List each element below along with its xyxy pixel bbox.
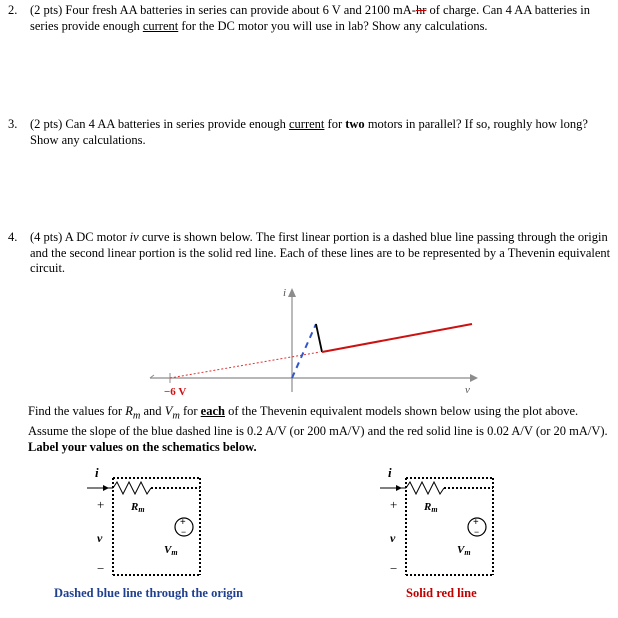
question-2 [8, 3, 614, 34]
question-text: (2 pts) Four fresh AA batteries in series can provide about 6 V and 2100 mA-hr of charge. Can 4 AA batteries in series provide enough current for the DC motor you will use in lab? Show any calculations. [30, 3, 590, 33]
resistor-label: Rm [131, 501, 145, 514]
svg-text:+: + [473, 517, 479, 528]
svg-text:−: − [474, 527, 480, 537]
x-axis-label: v [465, 384, 470, 396]
find-instructions: Find the values for $R_m$ and $V_m$ for each of the Thevenin equivalent models shown below using the plot above. Assume the slope of the blue dashed line is 0.2 A/V (or 200 mA/V) and the red solid line is 0.02 A/V (or 20 mA/V). Label your values on the schematics below. [28, 404, 608, 454]
caption-solid-red: Solid red line [406, 586, 477, 600]
current-label: i [95, 465, 99, 480]
black-transition-line [316, 324, 322, 352]
svg-text:+: + [180, 517, 186, 528]
iv-curve-plot [140, 280, 485, 400]
struck-hr: hr [415, 3, 427, 17]
bold-each: each [200, 404, 225, 418]
red-solid-line [322, 324, 472, 352]
question-number: 2. [8, 3, 18, 17]
svg-text:+: + [390, 497, 398, 512]
svg-text:−: − [390, 561, 398, 576]
underlined-current: current [289, 117, 325, 131]
question-text: (2 pts) Can 4 AA batteries in series provide enough current for two motors in parallel? If so, roughly how long? Show any calculations. [30, 117, 588, 147]
svg-text:−: − [181, 527, 187, 537]
resistor-zigzag [406, 482, 444, 494]
y-axis-label: i [283, 287, 287, 299]
source-label: Vm [164, 544, 178, 557]
y-axis-arrow [288, 288, 296, 297]
question-number: 4. [8, 230, 18, 244]
question-number: 3. [8, 117, 18, 131]
source-label: Vm [457, 544, 471, 557]
voltage-label: v [97, 531, 103, 545]
question-text: (4 pts) A DC motor iv curve is shown below. The first linear portion is a dashed blue line passing through the origin and the second linear portion is the solid red line. Each of these lines are to be represented by a Thevenin equivalent circuit. [30, 230, 611, 275]
underlined-current: current [142, 18, 179, 33]
voltage-label: v [390, 531, 396, 545]
question-4 [8, 230, 614, 277]
resistor-zigzag [113, 482, 151, 494]
blue-dashed-line [292, 324, 316, 378]
circuit-left [85, 465, 215, 583]
resistor-label: Rm [424, 501, 438, 514]
intercept-label: −6 V [164, 386, 187, 398]
svg-text:−: − [97, 561, 105, 576]
svg-text:+: + [97, 497, 105, 512]
current-label: i [388, 465, 392, 480]
question-3 [8, 117, 614, 148]
bold-two: two [345, 117, 365, 131]
x-axis-arrow [470, 374, 478, 382]
circuit-right [378, 465, 508, 583]
caption-dashed-blue: Dashed blue line through the origin [54, 586, 244, 600]
